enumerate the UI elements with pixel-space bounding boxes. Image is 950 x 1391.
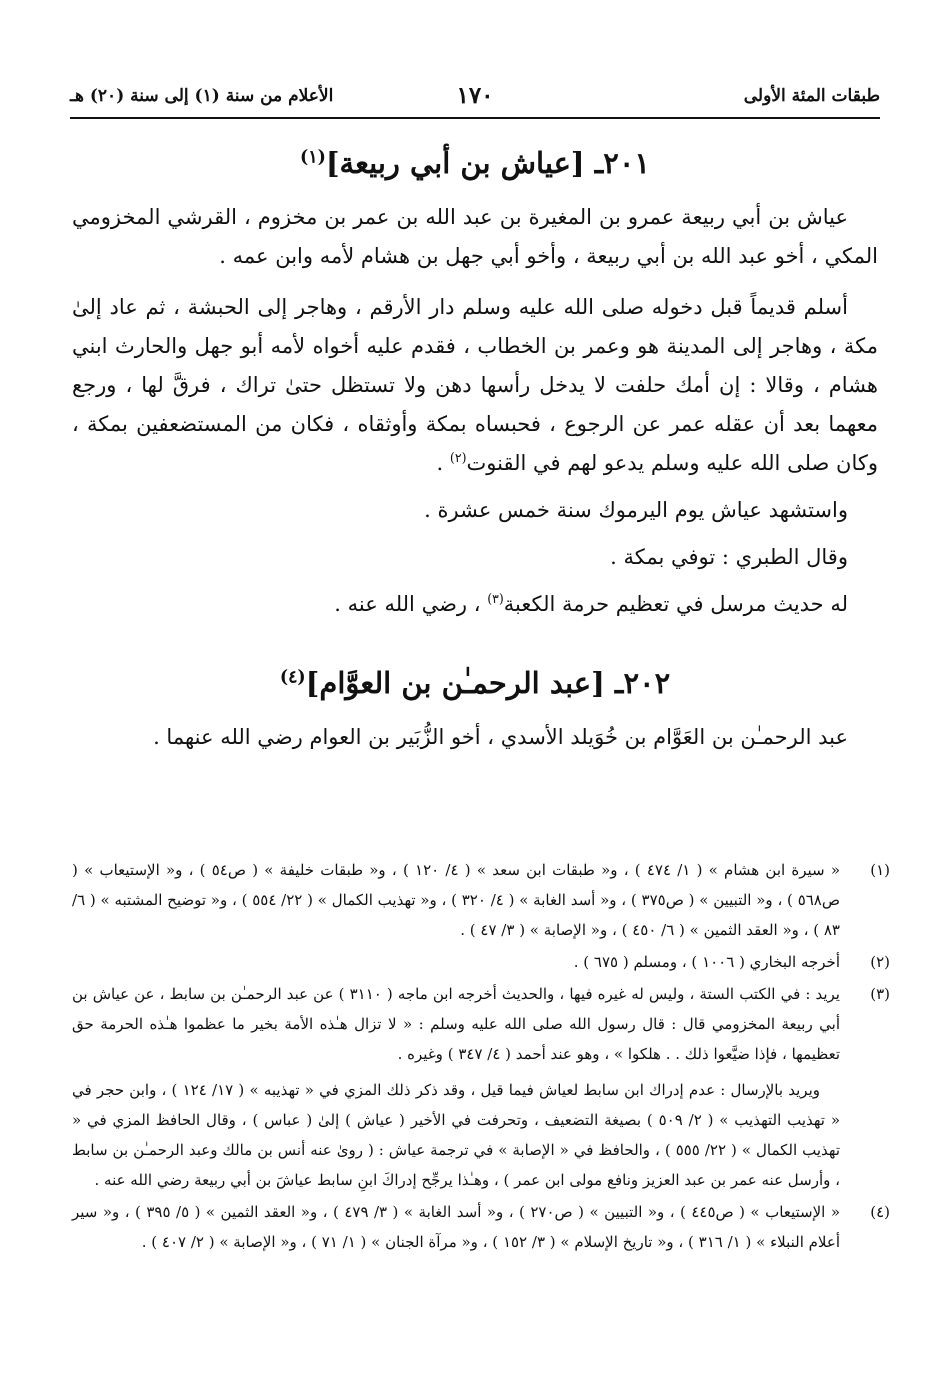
footnote-text: « سيرة ابن هشام » ( ١/ ٤٧٤ ) ، و« طبقات ابن سعد » ( ٤/ ١٢٠ ) ، و« طبقات خليفة » ( ص٥٤ ) ، و« الإستيعاب » ( ص٥٦٨ ) ، و« التبيين » ( ص٣٧٥ ) ، و« أسد الغابة » ( ٤/ ٣٢٠ ) ، و« تهذيب الكمال » ( ٢٢/ ٥٥٤ ) ، و« توضيح المشتبه » ( ٦/ ٨٣ ) ، و« العقد الثمين » ( ٦/ ٤٥٠ ) ، و« الإصابة » ( ٣/ ٤٧ ) . [72,861,841,939]
footnote [72,979,890,1195]
footnote-number: (٤) [870,1203,890,1221]
paragraph-text: له حديث مرسل في تعظيم حرمة الكعبة [503,592,848,616]
paragraph: عياش بن أبي ربيعة عمرو بن المغيرة بن عبد الله بن عمر بن مخزوم ، القرشي المخزومي المكي ، أخو عبد الله بن أبي ربيعة ، وأخو أبي جهل بن هشام لأمه وابن عمه . [72,205,878,268]
paragraph: عبد الرحمـٰن بن العَوَّام بن خُوَيلد الأسدي ، أخو الزُّبَير بن العوام رضي الله عنهما . [153,725,848,749]
paragraph [72,585,878,624]
footnotes [72,855,890,1259]
footnote [72,947,890,977]
footnote-text: « الإستيعاب » ( ص٤٤٥ ) ، و« التبيين » ( ص٢٧٠ ) ، و« أسد الغابة » ( ٣/ ٤٧٩ ) ، و« العقد الثمين » ( ٥/ ٣٩٥ ) ، و« سير أعلام النبلاء » ( ١/ ٣١٦ ) ، و« تاريخ الإسلام » ( ٣/ ١٥٢ ) ، و« مرآة الجنان » ( ١/ ٧١ ) ، و« الإصابة » ( ٢/ ٤٠٧ ) . [72,1203,840,1251]
entry-202 [72,660,878,757]
page-number: ١٧٠ [456,82,494,109]
entry-201 [72,140,878,624]
paragraph: وقال الطبري : توفي بمكة . [610,545,848,569]
footnote-text: يريد : في الكتب الستة ، وليس له غيره فيها ، والحديث أخرجه ابن ماجه ( ٣١١٠ ) عن عبد الرحمـٰن بن سابط ، عن عياش بن أبي ربيعة المخزومي قال : قال رسول الله صلى الله عليه وسلم : « لا تزال هـٰذه الأمة بخير ما عظموا هـٰذه الحرمة حق تعظيمها ، فإذا ضيَّعوا ذلك . . هلكوا » ، وهو عند أحمد ( ٤/ ٣٤٧ ) وغيره . [72,985,840,1063]
running-header [70,82,880,112]
footnote-number: (٢) [870,953,890,971]
footnote-text: ويريد بالإرسال : عدم إدراك ابن سابط لعياش فيما قيل ، وقد ذكر ذلك المزي في « تهذيبه » ( ١٧/ ١٢٤ ) ، وابن حجر في « تهذيب التهذيب » ( ٢/ ٥٠٩ ) بصيغة التضعيف ، وتحرفت في الأخير ( عياش ) إلىٰ ( عباس ) ، وقال الحافظ المزي في « تهذيب الكمال » ( ٢٢/ ٥٥٥ ) ، والحافظ في « الإصابة » في ترجمة عياش : ( روىٰ عنه أنس بن مالك وعبد الرحمـٰن بن سابط ، وأرسل عنه عمر بن عبد العزيز ونافع مولى ابن عمر ) ، وهـٰذا يرجِّح إدراكَ ابنِ سابط عياشَ بن أبي ربيعة رضي الله عنه . [72,1081,841,1189]
footnote [72,1197,890,1257]
footnote-number: (٣) [870,985,890,1003]
paragraph-text: أسلم قديماً قبل دخوله صلى الله عليه وسلم دار الأرقم ، وهاجر إلى الحبشة ، ثم عاد إلىٰ مكة ، وهاجر إلى المدينة هو وعمر بن الخطاب ، فقدم عليه أخواه لأمه أبو جهل والحارث ابني هشام ، وقالا : إن أمك حلفت لا يدخل رأسها دهن ولا تستظل حتىٰ تراك ، فرقَّ لها ، ورجع معهما بعد أن عقله عمر عن الرجوع ، فحبساه بمكة وأوثقاه ، فكان من المستضعفين بمكة ، وكان صلى الله عليه وسلم يدعو لهم في القنوت [72,295,878,475]
footnote-ref: (٤) [279,667,306,688]
footnote-ref: (٢) [449,450,467,465]
entry-title [72,660,878,706]
paragraph [72,288,878,483]
paragraph: واستشهد عياش يوم اليرموك سنة خمس عشرة . [424,498,848,522]
footnote-ref: (١) [300,147,326,168]
entry-title-text: ٢٠٢ـ [عبد الرحمـٰن بن العوَّام] [305,666,671,700]
header-divider [70,117,880,119]
main-text [72,140,878,757]
footnote-number: (١) [870,861,890,879]
volume-range: الأعلام من سنة (١) إلى سنة (٢٠) هـ [70,86,334,106]
footnote [72,855,890,945]
footnote-ref: (٣) [487,591,504,606]
footnote-text: أخرجه البخاري ( ١٠٠٦ ) ، ومسلم ( ٦٧٥ ) . [573,953,840,971]
entry-title-text: ٢٠١ـ [عياش بن أبي ربيعة] [325,146,650,180]
paragraph-end: . [436,451,450,475]
book-title: طبقات المئة الأولى [743,86,880,106]
entry-title [72,140,878,186]
paragraph-end: ، رضي الله عنه . [334,592,488,616]
